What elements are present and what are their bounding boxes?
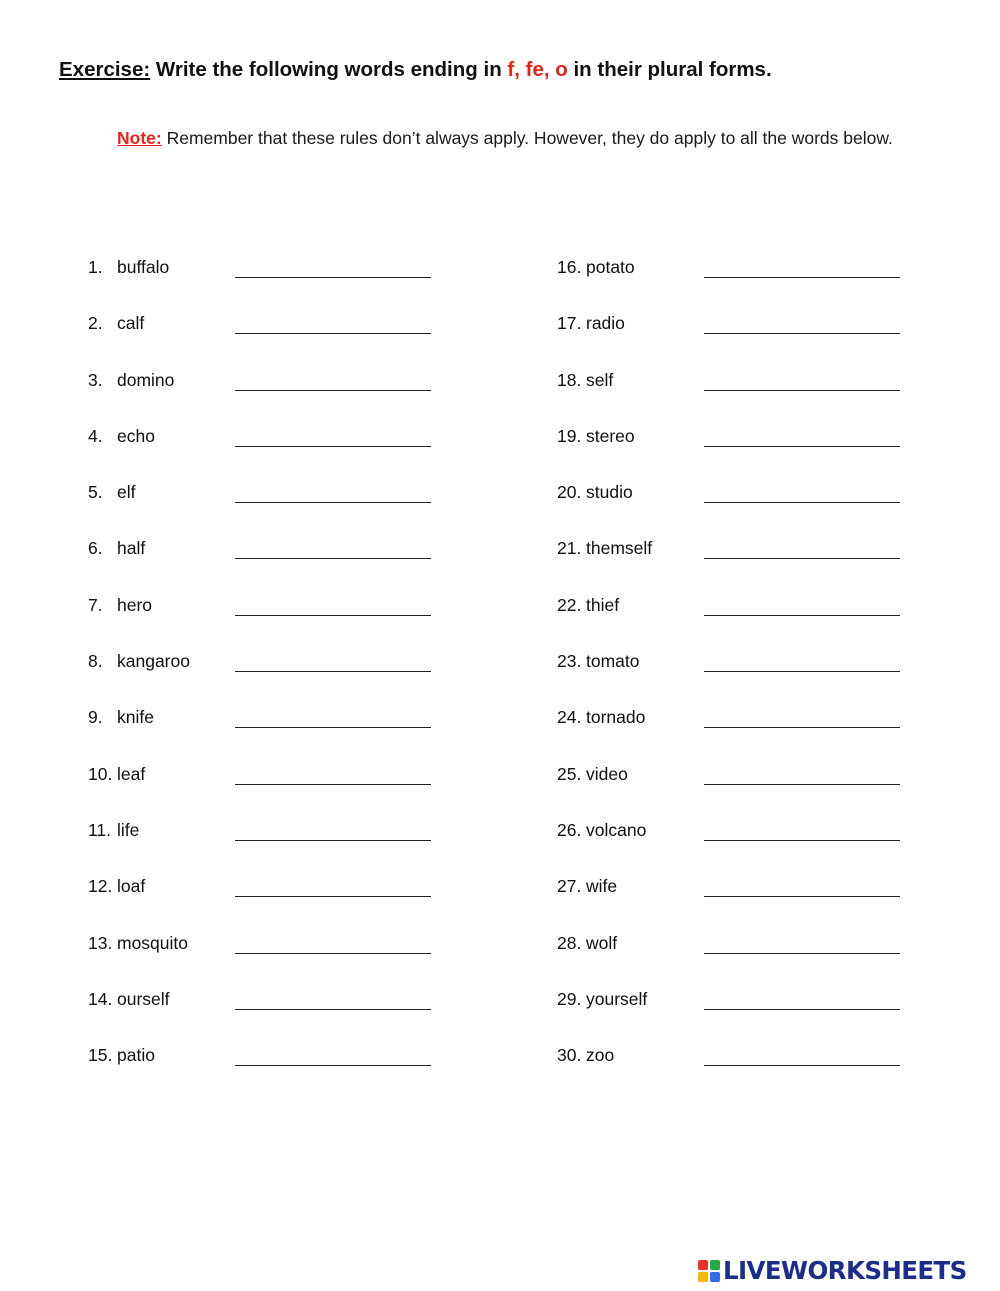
item-word: self bbox=[586, 369, 614, 390]
item-number: 9. bbox=[88, 707, 103, 728]
answer-blank[interactable] bbox=[704, 558, 900, 559]
answer-blank[interactable] bbox=[235, 558, 431, 559]
item-word: stereo bbox=[586, 425, 635, 446]
answer-blank[interactable] bbox=[235, 615, 431, 616]
item-number: 2. bbox=[88, 313, 103, 334]
list-item bbox=[557, 593, 917, 649]
item-number: 28. bbox=[557, 932, 582, 953]
word-list-right bbox=[557, 255, 917, 1099]
note-paragraph bbox=[117, 121, 947, 155]
list-item bbox=[557, 255, 917, 311]
item-number: 20. bbox=[557, 482, 582, 503]
answer-blank[interactable] bbox=[235, 953, 431, 954]
note-label: Note: bbox=[117, 128, 162, 148]
answer-blank[interactable] bbox=[235, 727, 431, 728]
answer-blank[interactable] bbox=[235, 1065, 431, 1066]
list-item bbox=[88, 1043, 448, 1099]
item-word: tomato bbox=[586, 651, 640, 672]
answer-blank[interactable] bbox=[704, 1009, 900, 1010]
item-word: life bbox=[117, 819, 140, 840]
item-word: hero bbox=[117, 594, 153, 615]
word-list-left bbox=[88, 255, 448, 1099]
answer-blank[interactable] bbox=[235, 671, 431, 672]
item-number: 14. bbox=[88, 988, 113, 1009]
list-item bbox=[88, 931, 448, 987]
item-number: 13. bbox=[88, 932, 113, 953]
answer-blank[interactable] bbox=[704, 896, 900, 897]
item-word: wife bbox=[586, 876, 618, 897]
answer-blank[interactable] bbox=[235, 333, 431, 334]
item-word: studio bbox=[586, 482, 633, 503]
item-number: 29. bbox=[557, 988, 582, 1009]
item-word: video bbox=[586, 763, 628, 784]
list-item bbox=[88, 649, 448, 705]
answer-blank[interactable] bbox=[235, 784, 431, 785]
logo-text: LIVEWORKSHEETS bbox=[723, 1256, 967, 1285]
answer-blank[interactable] bbox=[704, 277, 900, 278]
list-item bbox=[88, 987, 448, 1043]
item-word: ourself bbox=[117, 988, 170, 1009]
list-item bbox=[557, 480, 917, 536]
answer-blank[interactable] bbox=[704, 1065, 900, 1066]
item-word: buffalo bbox=[117, 257, 170, 277]
item-word: elf bbox=[117, 482, 136, 503]
item-word: loaf bbox=[117, 876, 146, 897]
list-item bbox=[557, 874, 917, 930]
answer-blank[interactable] bbox=[704, 333, 900, 334]
answer-blank[interactable] bbox=[235, 277, 431, 278]
answer-blank[interactable] bbox=[235, 446, 431, 447]
item-number: 30. bbox=[557, 1045, 582, 1066]
item-word: half bbox=[117, 538, 146, 559]
list-item bbox=[557, 424, 917, 480]
list-item bbox=[557, 536, 917, 592]
item-word: calf bbox=[117, 313, 145, 334]
list-item bbox=[88, 762, 448, 818]
list-item bbox=[557, 1043, 917, 1099]
item-number: 27. bbox=[557, 876, 582, 897]
item-word: kangaroo bbox=[117, 651, 190, 672]
item-word: thief bbox=[586, 594, 620, 615]
item-word: volcano bbox=[586, 819, 647, 840]
item-word: domino bbox=[117, 369, 175, 390]
list-item bbox=[557, 649, 917, 705]
item-word: echo bbox=[117, 425, 155, 446]
list-item bbox=[88, 874, 448, 930]
item-word: zoo bbox=[586, 1045, 615, 1066]
list-item bbox=[88, 368, 448, 424]
instruction-text-start: Write the following words ending in bbox=[150, 58, 508, 81]
list-item bbox=[557, 762, 917, 818]
item-word: knife bbox=[117, 707, 154, 728]
answer-blank[interactable] bbox=[235, 840, 431, 841]
answer-blank[interactable] bbox=[704, 446, 900, 447]
liveworksheets-logo bbox=[698, 1256, 967, 1286]
list-item bbox=[88, 818, 448, 874]
item-number: 3. bbox=[88, 369, 103, 390]
item-number: 23. bbox=[557, 651, 582, 672]
list-item bbox=[88, 536, 448, 592]
item-number: 4. bbox=[88, 425, 103, 446]
item-number: 7. bbox=[88, 594, 103, 615]
item-number: 19. bbox=[557, 425, 582, 446]
answer-blank[interactable] bbox=[235, 390, 431, 391]
item-word: potato bbox=[586, 257, 635, 277]
answer-blank[interactable] bbox=[704, 615, 900, 616]
answer-blank[interactable] bbox=[704, 727, 900, 728]
item-word: patio bbox=[117, 1045, 155, 1066]
logo-square-yellow bbox=[698, 1272, 708, 1282]
list-item bbox=[88, 311, 448, 367]
item-word: wolf bbox=[586, 932, 618, 953]
item-number: 10. bbox=[88, 763, 113, 784]
list-item bbox=[88, 424, 448, 480]
list-item bbox=[88, 593, 448, 649]
item-word: leaf bbox=[117, 763, 146, 784]
answer-blank[interactable] bbox=[235, 896, 431, 897]
item-number: 1. bbox=[88, 257, 103, 277]
liveworksheets-logo-icon bbox=[698, 1260, 720, 1282]
list-item bbox=[557, 931, 917, 987]
exercise-instruction bbox=[59, 58, 772, 82]
item-word: tornado bbox=[586, 707, 646, 728]
list-item bbox=[557, 311, 917, 367]
item-word: themself bbox=[586, 538, 653, 559]
item-word: yourself bbox=[586, 988, 648, 1009]
answer-blank[interactable] bbox=[704, 784, 900, 785]
item-number: 24. bbox=[557, 707, 582, 728]
item-number: 21. bbox=[557, 538, 582, 559]
logo-square-blue bbox=[710, 1272, 720, 1282]
list-item bbox=[557, 705, 917, 761]
answer-blank[interactable] bbox=[704, 671, 900, 672]
answer-blank[interactable] bbox=[235, 502, 431, 503]
instruction-text-end: in their plural forms. bbox=[567, 58, 772, 81]
logo-square-red bbox=[698, 1260, 708, 1270]
item-number: 12. bbox=[88, 876, 113, 897]
list-item bbox=[88, 255, 448, 311]
answer-blank[interactable] bbox=[704, 840, 900, 841]
item-word: mosquito bbox=[117, 932, 189, 953]
list-item bbox=[88, 480, 448, 536]
list-item bbox=[557, 987, 917, 1043]
item-number: 16. bbox=[557, 257, 582, 277]
item-number: 15. bbox=[88, 1045, 113, 1066]
logo-square-green bbox=[710, 1260, 720, 1270]
list-item bbox=[88, 705, 448, 761]
exercise-label: Exercise: bbox=[59, 58, 151, 81]
answer-blank[interactable] bbox=[704, 390, 900, 391]
item-number: 8. bbox=[88, 651, 103, 672]
list-item bbox=[557, 818, 917, 874]
item-number: 6. bbox=[88, 538, 103, 559]
answer-blank[interactable] bbox=[704, 953, 900, 954]
item-word: radio bbox=[586, 313, 625, 334]
item-number: 5. bbox=[88, 482, 103, 503]
word-endings-highlight: f, fe, o bbox=[507, 58, 568, 81]
answer-blank[interactable] bbox=[704, 502, 900, 503]
answer-blank[interactable] bbox=[235, 1009, 431, 1010]
item-number: 18. bbox=[557, 369, 582, 390]
note-text: Remember that these rules don’t always apply. However, they do apply to all the words below. bbox=[161, 128, 893, 148]
item-number: 25. bbox=[557, 763, 582, 784]
item-number: 17. bbox=[557, 313, 582, 334]
item-number: 22. bbox=[557, 594, 582, 615]
item-number: 26. bbox=[557, 819, 582, 840]
item-number: 11. bbox=[88, 819, 112, 840]
list-item bbox=[557, 368, 917, 424]
